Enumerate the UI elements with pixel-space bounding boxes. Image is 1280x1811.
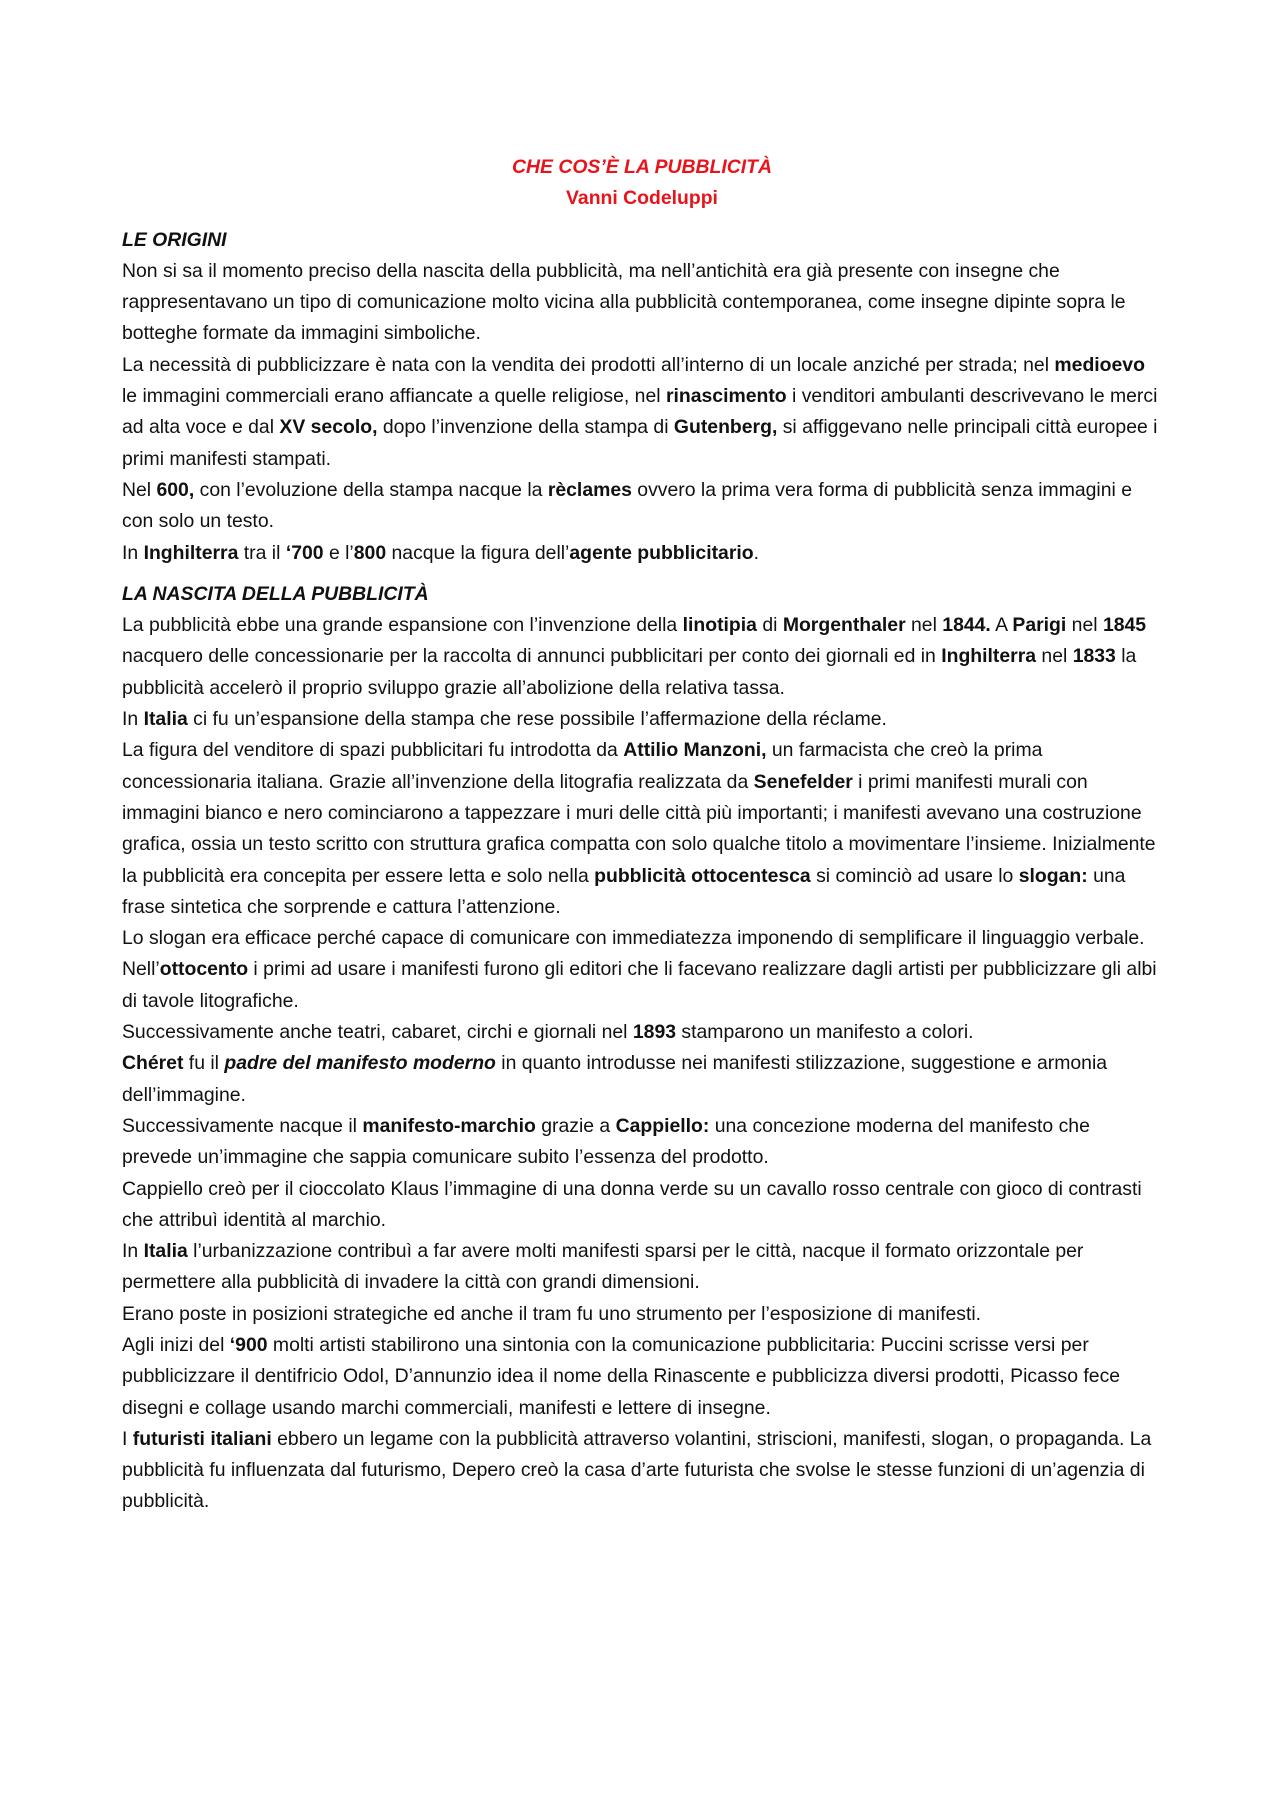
bold-text: ottocento (159, 958, 249, 981)
paragraph (122, 475, 1162, 538)
text-run: In (122, 1240, 144, 1263)
document-title: CHE COS’È LA PUBBLICITÀ (512, 156, 772, 178)
text-run: In (122, 541, 144, 564)
bold-text: futuristi italiani (132, 1427, 272, 1450)
bold-text: 1893 (632, 1021, 677, 1044)
text-run: I (122, 1427, 133, 1450)
paragraph (122, 1330, 1162, 1424)
bold-text: rinascimento (665, 385, 787, 408)
bold-text: pubblicità ottocentesca (594, 864, 811, 887)
paragraph (122, 923, 1162, 1017)
bold-text: Inghilterra (941, 645, 1037, 668)
text-run: Erano poste in posizioni strategiche ed anche il tram fu uno strumento per l’esposizione di manifesti. (122, 1302, 982, 1325)
section-body (122, 610, 1162, 1518)
text-run: Successivamente anche teatri, cabaret, circhi e giornali nel (122, 1021, 633, 1044)
section-heading: LE ORIGINI (122, 228, 227, 251)
text-run: l’urbanizzazione contribuì a far avere molti manifesti sparsi per le città, nacque il formato orizzontale per permettere alla pubblicità di invadere la città con grandi dimensioni. (122, 1240, 1084, 1294)
paragraph (122, 1424, 1162, 1518)
bold-text: medioevo (1054, 353, 1145, 376)
section-la-nascita-della-pubblicita (122, 579, 1162, 1518)
bold-text: Senefelder (753, 770, 853, 793)
spacer (122, 569, 1162, 579)
text-run: la pubblicità accelerò il proprio sviluppo grazie all’abolizione della relativa tassa. (122, 645, 1137, 699)
text-run: dopo l’invenzione della stampa di (377, 416, 674, 439)
bold-text: ‘700 (285, 541, 324, 564)
text-run: La pubblicità ebbe una grande espansione con l’invenzione della (122, 614, 683, 637)
bold-text: slogan: (1018, 864, 1088, 887)
text-run: nacque la figura dell’ (386, 541, 570, 564)
paragraph (122, 256, 1162, 350)
document-author: Vanni Codeluppi (566, 187, 718, 210)
text-run: nel (905, 614, 943, 637)
text-run: si cominciò ad usare lo (810, 864, 1019, 887)
bold-text: 1833 (1072, 645, 1116, 668)
text-run: un farmacista che creò la prima concessionaria italiana. Grazie all’invenzione della litografia realizzata da (122, 739, 1043, 793)
text-run: molti artisti stabilirono una sintonia con la comunicazione pubblicitaria: Puccini scrisse versi per pubblicizzare il dentifricio Odol, D’annunzio idea il nome della Rinascente e pubblicizza diversi prodotti, Picasso fece disegni e collage usando marchi commerciali, manifesti e lettere di insegne. (122, 1333, 1121, 1419)
text-run: ci fu un’espansione della stampa che rese possibile l’affermazione della réclame. (187, 708, 887, 731)
spacer (122, 215, 1162, 225)
text-run: grazie a (535, 1114, 616, 1137)
emphasis-text: padre del manifesto moderno (224, 1052, 496, 1075)
bold-text: manifesto-marchio (362, 1114, 536, 1137)
bold-text: Chéret (122, 1052, 184, 1075)
paragraph (122, 350, 1162, 475)
text-run: con l’evoluzione della stampa nacque la (194, 478, 548, 501)
text-run: La necessità di pubblicizzare è nata con la vendita dei prodotti all’interno di un locale anziché per strada; nel (122, 353, 1055, 376)
paragraph (122, 1111, 1162, 1174)
bold-text: XV secolo, (279, 416, 378, 439)
bold-text: Italia (143, 1240, 188, 1263)
paragraph (122, 610, 1162, 704)
bold-text: Attilio Manzoni, (623, 739, 767, 762)
text-run: una concezione moderna del manifesto che prevede un’immagine che sappia comunicare subito l’essenza del prodotto. (122, 1114, 1090, 1169)
text-run: le immagini commerciali erano affiancate a quelle religiose, nel (122, 385, 666, 408)
text-run: A (990, 614, 1013, 637)
text-run: i primi ad usare i manifesti furono gli editori che li facevano realizzare dagli artisti per pubblicizzare gli albi di tavole litografiche. (122, 958, 1157, 1012)
text-run: ovvero la prima vera forma di pubblicità senza immagini e con solo un testo. (122, 478, 1132, 533)
text-run: Cappiello creò per il cioccolato Klaus l’immagine di una donna verde su un cavallo rosso centrale con gioco di contrasti che attribuì identità al marchio. (122, 1177, 1142, 1231)
paragraph (122, 538, 1162, 569)
text-run: una frase sintetica che sorprende e cattura l’attenzione. (122, 864, 1126, 918)
bold-text: 800 (353, 541, 387, 564)
paragraph (122, 704, 1162, 735)
text-run: nel (1036, 645, 1073, 668)
bold-text: ‘900 (229, 1333, 268, 1356)
paragraph (122, 1048, 1162, 1111)
section-heading: LA NASCITA DELLA PUBBLICITÀ (122, 582, 429, 605)
document-page (122, 152, 1162, 1518)
text-run: stamparono un manifesto a colori. (676, 1021, 974, 1044)
bold-text: 600, (156, 478, 195, 501)
paragraph (122, 1017, 1162, 1048)
paragraph (122, 1299, 1162, 1330)
text-run: nel (1066, 614, 1103, 637)
text-run: si affiggevano nelle principali città europee i primi manifesti stampati. (122, 416, 1158, 470)
text-run: ebbero un legame con la pubblicità attraverso volantini, striscioni, manifesti, slogan, o propaganda. La pubblicità fu influenzata dal futurismo, Depero creò la casa d’arte futurista che svolse le stesse funzioni di un’agenzia di pubblicità. (122, 1427, 1152, 1513)
text-run: Successivamente nacque il (122, 1114, 363, 1137)
bold-text: Inghilterra (143, 541, 239, 564)
bold-text: Italia (143, 708, 188, 731)
bold-text: Cappiello: (615, 1114, 710, 1137)
text-run: fu il (183, 1052, 225, 1075)
text-run: Nel (122, 478, 157, 501)
text-run: i primi manifesti murali con immagini bianco e nero cominciarono a tappezzare i muri delle città più importanti; i manifesti avevano una costruzione grafica, ossia un testo scritto con struttura grafica compatta con solo qualche titolo a movimentare l’insieme. Inizialmente la pubblicità era concepita per essere letta e solo nella (122, 770, 1156, 887)
bold-text: linotipia (682, 614, 757, 637)
text-run: i venditori ambulanti descrivevano le merci ad alta voce e dal (122, 385, 1158, 439)
text-run: Lo slogan era efficace perché capace di comunicare con immediatezza imponendo di semplificare il linguaggio verbale. Nell’ (122, 927, 1145, 981)
section-le-origini (122, 225, 1162, 569)
text-run: nacquero delle concessionarie per la raccolta di annunci pubblicitari per conto dei giornali ed in (122, 645, 942, 668)
bold-text: 1844. (942, 614, 991, 637)
text-run: e l’ (323, 541, 354, 564)
text-run: di (756, 614, 783, 637)
bold-text: Morgenthaler (782, 614, 906, 637)
text-run: . (753, 541, 759, 564)
bold-text: agente pubblicitario (569, 541, 754, 564)
paragraph (122, 1236, 1162, 1299)
paragraph (122, 1174, 1162, 1237)
bold-text: Gutenberg, (673, 416, 778, 439)
text-run: Non si sa il momento preciso della nascita della pubblicità, ma nell’antichità era già presente con insegne che rappresentavano un tipo di comunicazione molto vicina alla pubblicità contemporanea, come insegne dipinte sopra le botteghe formate da immagini simboliche. (122, 259, 1126, 345)
paragraph (122, 735, 1162, 923)
text-run: Agli inizi del (122, 1333, 230, 1356)
text-run: in quanto introdusse nei manifesti stilizzazione, suggestione e armonia dell’immagine. (122, 1052, 1108, 1106)
section-body (122, 256, 1162, 569)
text-run: La figura del venditore di spazi pubblicitari fu introdotta da (122, 739, 624, 762)
text-run: tra il (238, 541, 286, 564)
bold-text: rèclames (547, 478, 632, 501)
text-run: In (122, 708, 144, 731)
bold-text: Parigi (1012, 614, 1067, 637)
bold-text: 1845 (1102, 614, 1147, 637)
